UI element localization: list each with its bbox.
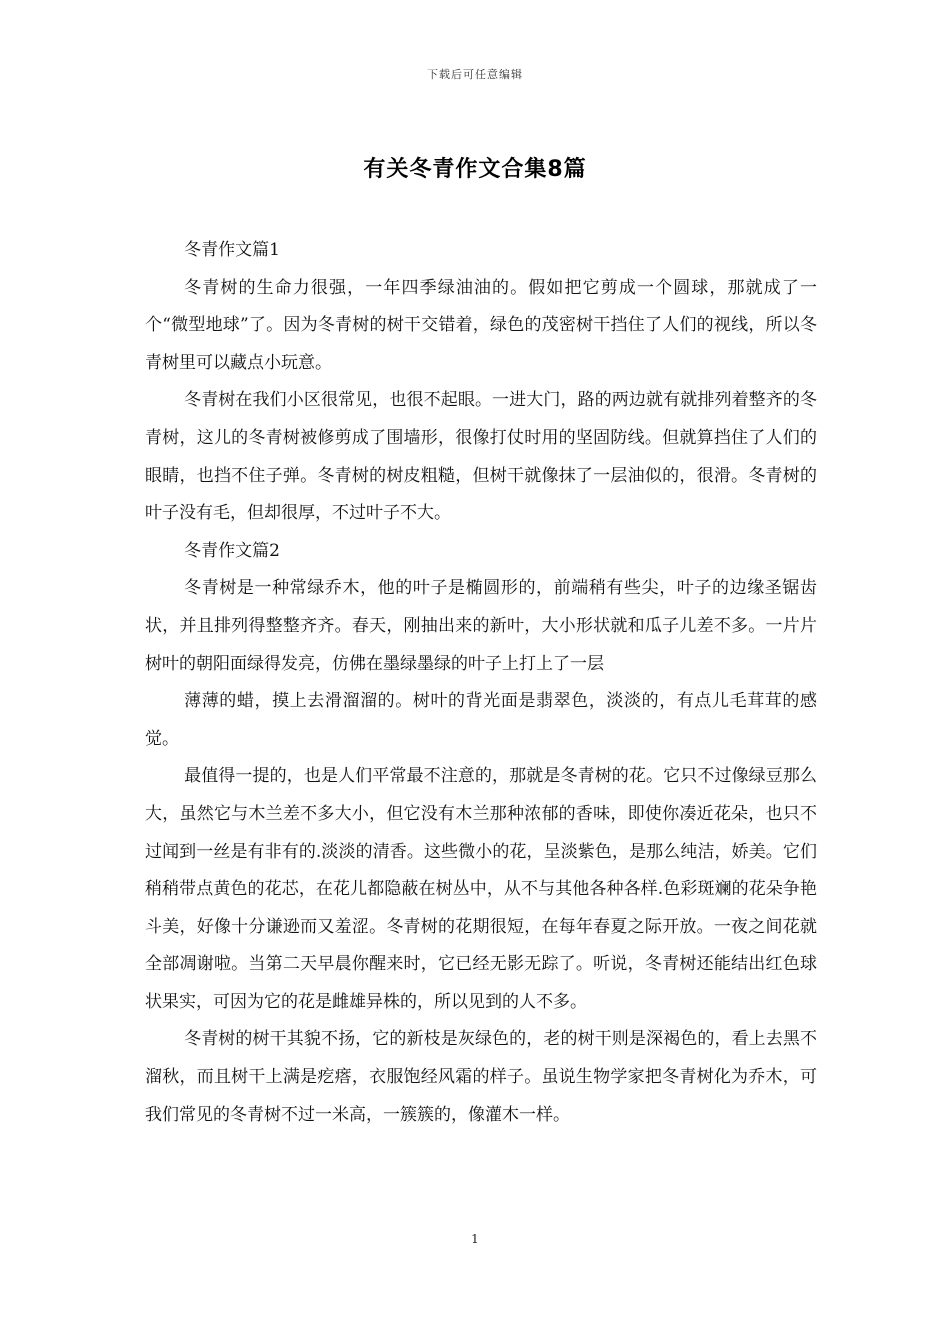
document-body	[145, 232, 817, 1134]
paragraph: 最值得一提的，也是人们平常最不注意的，那就是冬青树的花。它只不过像绿豆那么大，虽然它与木兰差不多大小，但它没有木兰那种浓郁的香味，即使你凑近花朵，也只不过闻到一丝是有非有的.淡淡的清香。这些微小的花，呈淡紫色，是那么纯洁，娇美。它们稍稍带点黄色的花芯，在花儿都隐蔽在树丛中，从不与其他各种各样.色彩斑斓的花朵争艳斗美，好像十分谦逊而又羞涩。冬青树的花期很短，在每年春夏之际开放。一夜之间花就全部凋谢啦。当第二天早晨你醒来时，它已经无影无踪了。听说，冬青树还能结出红色球状果实，可因为它的花是雌雄异株的，所以见到的人不多。	[145, 766, 817, 1012]
header-note: 下载后可任意编辑	[427, 68, 523, 81]
section-heading-1: 冬青作文篇1	[184, 240, 280, 260]
page-number: 1	[471, 1232, 479, 1246]
section-heading-2: 冬青作文篇2	[184, 540, 280, 561]
paragraph: 冬青树的树干其貌不扬，它的新枝是灰绿色的，老的树干则是深褐色的，看上去黑不溜秋，而且树干上满是疙瘩，衣服饱经风霜的样子。虽说生物学家把冬青树化为乔木，可我们常见的冬青树不过一米高，一簇簇的，像灌木一样。	[145, 1029, 817, 1125]
paragraph: 薄薄的蜡，摸上去滑溜溜的。树叶的背光面是翡翠色，淡淡的，有点儿毛茸茸的感觉。	[145, 691, 817, 749]
paragraph: 冬青树的生命力很强，一年四季绿油油的。假如把它剪成一个圆球，那就成了一个“微型地球”了。因为冬青树的树干交错着，绿色的茂密树干挡住了人们的视线，所以冬青树里可以藏点小玩意。	[145, 277, 817, 373]
document-title: 有关冬青作文合集8篇	[363, 157, 587, 182]
paragraph: 冬青树在我们小区很常见，也很不起眼。一进大门，路的两边就有就排列着整齐的冬青树，这儿的冬青树被修剪成了围墙形，很像打仗时用的坚固防线。但就算挡住了人们的眼睛，也挡不住子弹。冬青树的树皮粗糙，但树干就像抹了一层油似的，很滑。冬青树的叶子没有毛，但却很厚，不过叶子不大。	[145, 390, 817, 524]
paragraph: 冬青树是一种常绿乔木，他的叶子是椭圆形的，前端稍有些尖，叶子的边缘圣锯齿状，并且排列得整整齐齐。春天，刚抽出来的新叶，大小形状就和瓜子儿差不多。一片片树叶的朝阳面绿得发亮，仿佛在墨绿墨绿的叶子上打上了一层	[145, 578, 817, 674]
